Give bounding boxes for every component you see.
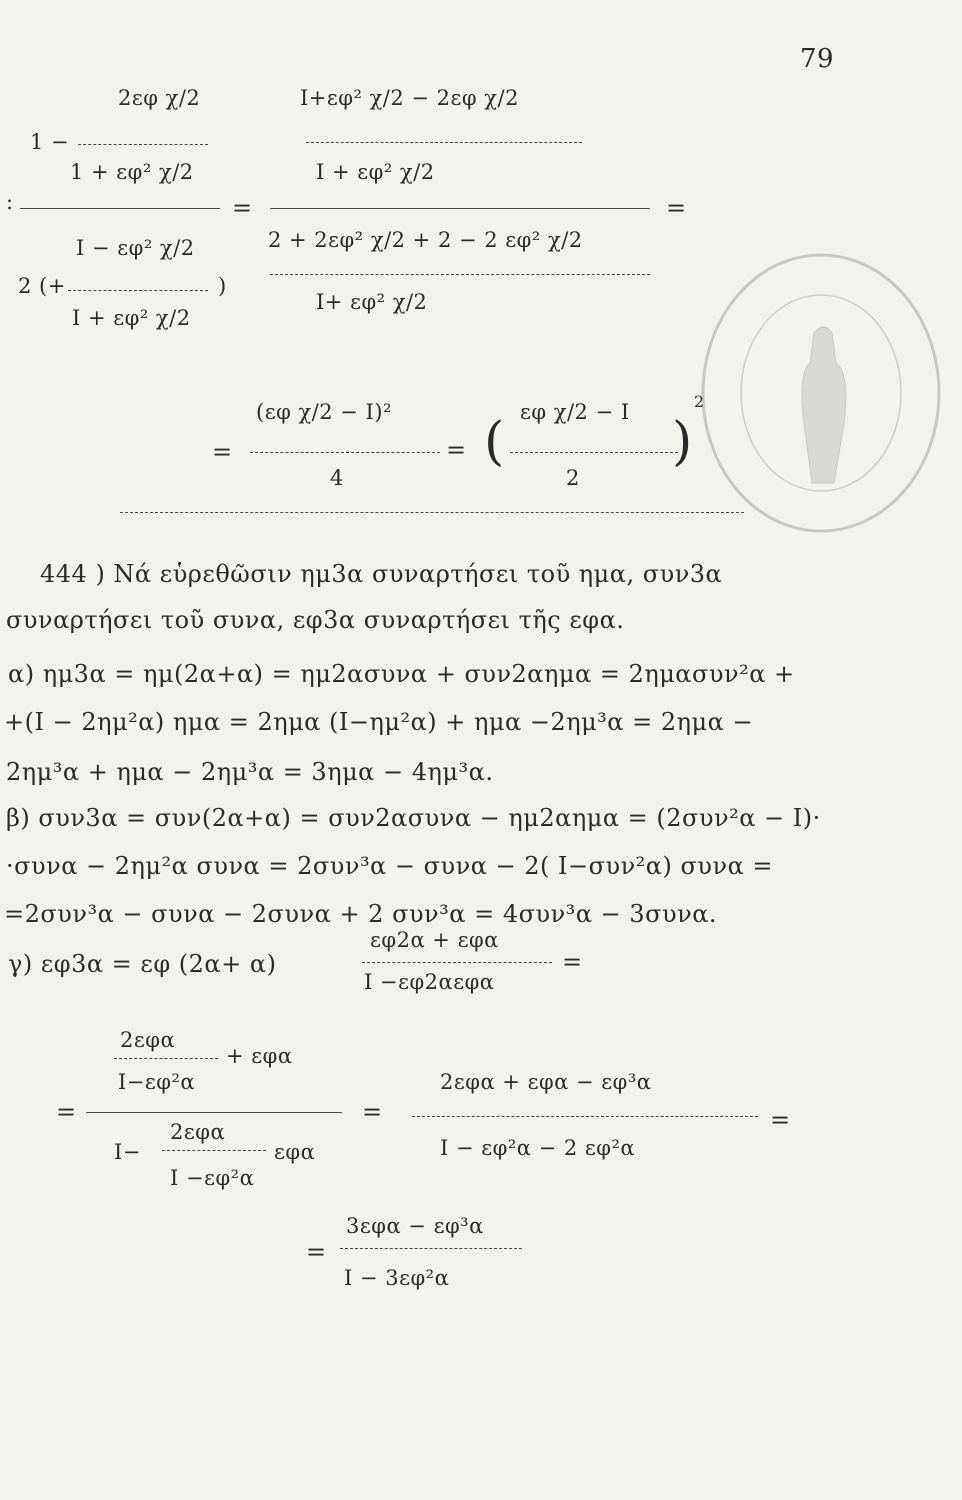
part-b-line-1: β) συν3α = συν(2α+α) = συν2ασυνα − ημ2αημα = (2συν²α − Ι)· — [6, 804, 821, 832]
final-fraction-denominator: Ι − 3εφ²α — [344, 1266, 450, 1290]
fraction-numerator: εφ2α + εφα — [370, 928, 499, 952]
page-number: 79 — [800, 44, 835, 74]
library-stamp — [696, 248, 946, 538]
subfraction-denominator: Ι−εφ²α — [118, 1070, 196, 1094]
fraction-bar — [362, 962, 552, 963]
left-denominator-subfraction-denominator: Ι + εφ² χ/2 — [72, 306, 191, 330]
middle-numerator-top: Ι+εφ² χ/2 − 2εφ χ/2 — [300, 86, 519, 110]
fraction-bar — [510, 452, 678, 453]
numerator-plus-term: + εφα — [226, 1044, 293, 1068]
equals-sign: = — [562, 948, 583, 976]
fraction-bar — [412, 1116, 758, 1117]
equals-sign: = — [56, 1098, 77, 1126]
fraction-denominator: Ι −εφ2αεφα — [364, 970, 495, 994]
fraction-numerator: 2εφα + εφα − εφ³α — [440, 1070, 652, 1094]
final-fraction-numerator: 3εφα − εφ³α — [346, 1214, 484, 1238]
subfraction-denominator: Ι −εφ²α — [170, 1166, 255, 1190]
section-divider — [120, 512, 744, 513]
fraction-denominator: 2 — [566, 466, 580, 490]
left-numerator-subfraction-denominator: 1 + εφ² χ/2 — [70, 160, 194, 184]
part-b-line-3: =2συν³α − συνα − 2συνα + 2 συν³α = 4συν³α − 3συνα. — [4, 900, 718, 928]
middle-denominator-top: 2 + 2εφ² χ/2 + 2 − 2 εφ² χ/2 — [268, 228, 583, 252]
fraction-denominator: 4 — [330, 466, 344, 490]
subfraction-bar — [162, 1150, 266, 1151]
part-b-line-2: ·συνα − 2ημ²α συνα = 2συν³α − συνα − 2( Ι−συν²α) συνα = — [6, 852, 774, 880]
middle-main-fraction-bar — [270, 208, 650, 209]
problem-line-2: συναρτήσει τοῦ συνα, εφ3α συναρτήσει τῆς εφα. — [6, 606, 625, 634]
main-fraction-bar — [86, 1112, 342, 1113]
denominator-lead: Ι− — [114, 1140, 141, 1164]
fraction-numerator: εφ χ/2 − Ι — [520, 400, 630, 424]
left-denominator-subfraction-bar — [68, 290, 208, 291]
fraction-bar — [250, 452, 440, 453]
left-numerator-subfraction-numerator: 2εφ χ/2 — [118, 86, 201, 110]
fraction-numerator: (εφ χ/2 − Ι)² — [256, 400, 392, 424]
denominator-tail: εφα — [274, 1140, 316, 1164]
equals-sign: = — [212, 438, 233, 466]
final-fraction-bar — [340, 1248, 522, 1249]
left-numerator-lead: 1 − — [30, 130, 70, 154]
equals-sign: = — [306, 1238, 327, 1266]
part-a-line-1: α) ημ3α = ημ(2α+α) = ημ2ασυνα + συν2αημα = 2ημασυν²α + — [8, 660, 795, 688]
left-numerator-subfraction-bar — [78, 144, 208, 145]
part-a-line-3: 2ημ³α + ημα − 2ημ³α = 3ημα − 4ημ³α. — [6, 758, 494, 786]
subfraction-numerator: 2εφα — [170, 1120, 226, 1144]
fraction-denominator: Ι − εφ²α − 2 εφ²α — [440, 1136, 636, 1160]
subfraction-numerator: 2εφα — [120, 1028, 176, 1052]
exponent: 2 — [694, 392, 705, 411]
colon-mark: : — [6, 190, 14, 214]
problem-line-1: 444 ) Νά εὑρεθῶσιν ημ3α συναρτήσει τοῦ ημα, συν3α — [40, 560, 723, 588]
middle-denominator-bottom: Ι+ εφ² χ/2 — [316, 290, 428, 314]
left-denominator-lead: 2 (+ — [18, 274, 66, 298]
equals-sign: = — [770, 1106, 791, 1134]
left-main-fraction-bar — [20, 208, 220, 209]
left-big-paren: ( — [484, 412, 505, 472]
subfraction-bar — [114, 1058, 218, 1059]
equals-sign: = — [446, 436, 467, 464]
equals-sign: = — [362, 1098, 383, 1126]
part-a-line-2: +(Ι − 2ημ²α) ημα = 2ημα (Ι−ημ²α) + ημα −2ημ³α = 2ημα − — [4, 708, 754, 736]
equals-sign: = — [666, 194, 687, 222]
left-denominator-subfraction-numerator: Ι − εφ² χ/2 — [76, 236, 195, 260]
right-big-paren: ) — [672, 412, 693, 472]
middle-numerator-bottom: Ι + εφ² χ/2 — [316, 160, 435, 184]
middle-denominator-bar — [270, 274, 650, 275]
part-c-line-1: γ) εφ3α = εφ (2α+ α) — [8, 950, 277, 978]
equals-sign: = — [232, 194, 253, 222]
middle-numerator-bar — [306, 142, 582, 143]
left-denominator-close-paren: ) — [218, 274, 227, 298]
